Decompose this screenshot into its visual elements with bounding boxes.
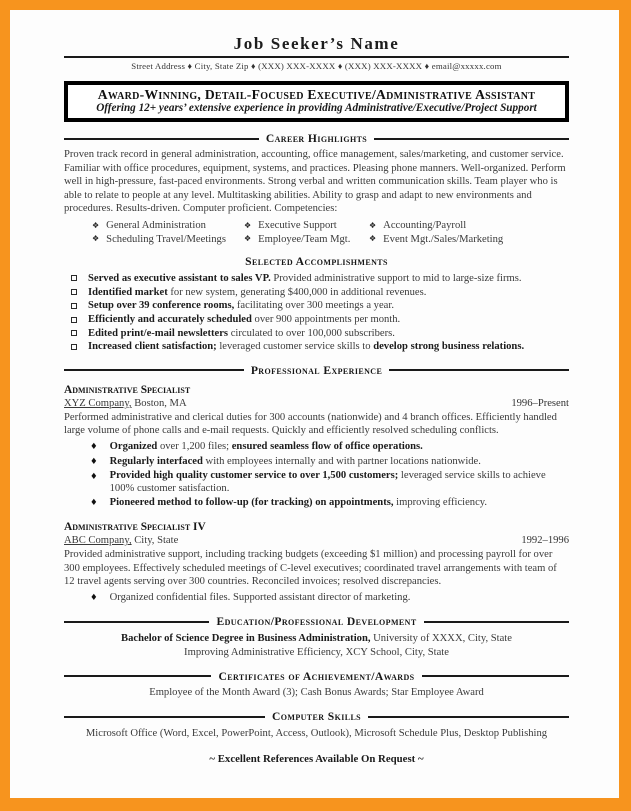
job-entry [64, 521, 569, 605]
heading-rule-right [389, 369, 569, 371]
section-heading-certificates [64, 670, 569, 683]
square-bullet-icon [71, 344, 77, 350]
diamond-cluster-icon: ❖ [369, 220, 377, 230]
degree-line: Bachelor of Science Degree in Business Administration, University of XXXX, City, State [121, 632, 512, 644]
section-title: Certificates of Achievement/Awards [218, 669, 415, 683]
list-item [88, 440, 569, 455]
competency-label: Event Mgt./Sales/Marketing [383, 233, 504, 245]
square-bullet-icon [71, 289, 77, 295]
job-bullet-list [88, 440, 569, 511]
diamond-cluster-icon: ❖ [244, 220, 252, 230]
section-title: Computer Skills [271, 710, 362, 724]
candidate-name: Job Seeker’s Name [233, 34, 400, 53]
heading-rule-left [64, 621, 209, 623]
course-line: Improving Administrative Efficiency, XCY School, City, State [184, 646, 449, 658]
competency-label: General Administration [106, 220, 206, 232]
job-company-line [64, 534, 569, 547]
section-heading-education [64, 615, 569, 628]
accomplishment-text: Increased client satisfaction; leveraged customer service skills to develop strong business relations. [88, 341, 525, 353]
bullet-text: Regularly interfaced with employees internally and with partner locations nationwide. [109, 455, 481, 467]
competency-label: Employee/Team Mgt. [258, 233, 351, 245]
diamond-bullet-icon: ♦ [90, 442, 98, 453]
section-title: Professional Experience [250, 363, 383, 377]
section-heading-professional-experience [64, 364, 569, 377]
header [64, 34, 569, 73]
section-title: Education/Professional Development [216, 615, 417, 629]
company-name: XYZ Company, [64, 398, 132, 410]
list-item [88, 591, 569, 606]
diamond-cluster-icon: ❖ [92, 234, 100, 244]
bullet-text: Organized over 1,200 files; ensured seamless flow of office operations. [109, 440, 423, 452]
section-professional-experience [64, 364, 569, 606]
job-title: Administrative Specialist [64, 384, 191, 397]
diamond-cluster-icon: ❖ [369, 234, 377, 244]
section-title: Career Highlights [265, 131, 368, 145]
job-company-line [64, 397, 569, 410]
company-city: City, State [131, 535, 179, 547]
company-name: ABC Company, [64, 535, 132, 547]
job-dates: 1992–1996 [521, 535, 569, 547]
competency-item [92, 233, 244, 247]
section-certificates [64, 670, 569, 700]
bullet-text: Organized confidential files. Supported assistant director of marketing. [109, 591, 411, 603]
company-location [64, 397, 187, 410]
job-dates: 1996–Present [511, 398, 569, 410]
section-heading-selected-accomplishments [64, 255, 569, 268]
skills-line: Microsoft Office (Word, Excel, PowerPoint, Access, Outlook), Microsoft Schedule Plus, Desktop Publishing [85, 727, 548, 739]
accomplishment-text: Efficiently and accurately scheduled over 900 appointments per month. [88, 314, 401, 326]
resume-content [10, 10, 619, 766]
competency-item [244, 219, 369, 233]
heading-rule-right [424, 621, 569, 623]
list-item [88, 496, 569, 511]
accomplishment-text: Setup over 39 conference rooms, facilitating over 300 meetings a year. [88, 300, 394, 312]
diamond-cluster-icon: ❖ [92, 220, 100, 230]
section-heading-computer-skills [64, 710, 569, 723]
banner-subtitle: Offering 12+ years’ extensive experience in providing Administrative/Executive/Project Support [96, 101, 537, 114]
company-city: Boston, MA [131, 398, 187, 410]
competency-label: Accounting/Payroll [383, 220, 467, 232]
competency-grid [92, 219, 569, 246]
job-bullet-list [88, 591, 569, 606]
headline-banner [64, 81, 569, 122]
awards-line: Employee of the Month Award (3); Cash Bonus Awards; Star Employee Award [149, 687, 484, 699]
heading-rule-left [64, 716, 265, 718]
accomplishment-list [70, 272, 569, 354]
competency-item [92, 219, 244, 233]
job-summary: Performed administrative and clerical duties for 300 accounts (nationwide) and 4 branch offices. Efficiently handled large volume of phone calls and e-mail requests. Quickly and efficiently resolved scheduling conflicts. [64, 412, 557, 437]
career-summary: Proven track record in general administration, accounting, office management, sales/marketing, and customer service. Familiar with office procedures, equipment, systems, and practices. Pleasing phone manners. Well-organized. Perform well in high-pressure, fast-paced environments. Strong verbal and written communication skills. Team player who is able to relate to people at any level. Multitasking abilities. Ability to grasp and adapt to new environments and procedures. Results-driven. Computer proficient. Competencies: [64, 149, 566, 214]
heading-rule-left [64, 138, 259, 140]
header-divider-rule [64, 56, 569, 58]
section-title: Selected Accomplishments [245, 254, 388, 268]
list-item [88, 455, 569, 470]
list-item [70, 286, 569, 299]
list-item [70, 313, 569, 326]
accomplishment-text: Served as executive assistant to sales VP. Provided administrative support to mid to large-size firms. [88, 272, 522, 284]
contact-line: Street Address ♦ City, State Zip ♦ (XXX) XXX-XXXX ♦ (XXX) XXX-XXXX ♦ email@xxxxx.com [131, 60, 502, 71]
accomplishment-text: Edited print/e-mail newsletters circulated to over 100,000 subscribers. [88, 327, 395, 339]
heading-rule-left [64, 369, 244, 371]
job-entry [64, 384, 569, 510]
list-item [70, 272, 569, 285]
section-selected-accomplishments [64, 255, 569, 354]
competency-label: Scheduling Travel/Meetings [106, 233, 226, 245]
list-item [70, 327, 569, 340]
square-bullet-icon [71, 275, 77, 281]
heading-rule-left [64, 675, 211, 677]
competency-item [369, 233, 569, 247]
banner-title: Award-Winning, Detail-Focused Executive/Administrative Assistant [97, 86, 536, 102]
company-location [64, 534, 178, 547]
accomplishment-text: Identified market for new system, generating $400,000 in additional revenues. [88, 286, 427, 298]
heading-rule-right [374, 138, 569, 140]
bullet-text: Pioneered method to follow-up (for tracking) on appointments, improving efficiency. [109, 496, 488, 508]
diamond-cluster-icon: ❖ [244, 234, 252, 244]
square-bullet-icon [71, 303, 77, 309]
diamond-bullet-icon: ♦ [90, 498, 98, 509]
bullet-text: Provided high quality customer service to over 1,500 customers; leveraged service skills to achieve 100% customer satisfaction. [109, 470, 546, 495]
section-education [64, 615, 569, 659]
competency-item [369, 219, 569, 233]
section-career-highlights [64, 132, 569, 247]
list-item [70, 299, 569, 312]
square-bullet-icon [71, 317, 77, 323]
heading-rule-right [368, 716, 569, 718]
competency-item [244, 233, 369, 247]
list-item [70, 340, 569, 353]
square-bullet-icon [71, 330, 77, 336]
references-note: ~ Excellent References Available On Request ~ [209, 752, 424, 765]
diamond-bullet-icon: ♦ [90, 457, 98, 468]
job-title: Administrative Specialist IV [64, 521, 206, 534]
diamond-bullet-icon: ♦ [90, 471, 98, 482]
list-item [88, 469, 569, 495]
heading-rule-right [422, 675, 569, 677]
section-computer-skills [64, 710, 569, 740]
diamond-bullet-icon: ♦ [90, 593, 98, 604]
competency-label: Executive Support [258, 220, 337, 232]
job-summary: Provided administrative support, including tracking budgets (exceeding $1 million) and processing payroll for over 300 employees. Effectively scheduled meetings of C-level executives; coordinated travel arrangements with team of 12 travel agents serving over 300 countries. Reconciled invoices; resolved discrepancies. [64, 549, 557, 588]
section-heading-career-highlights [64, 132, 569, 145]
